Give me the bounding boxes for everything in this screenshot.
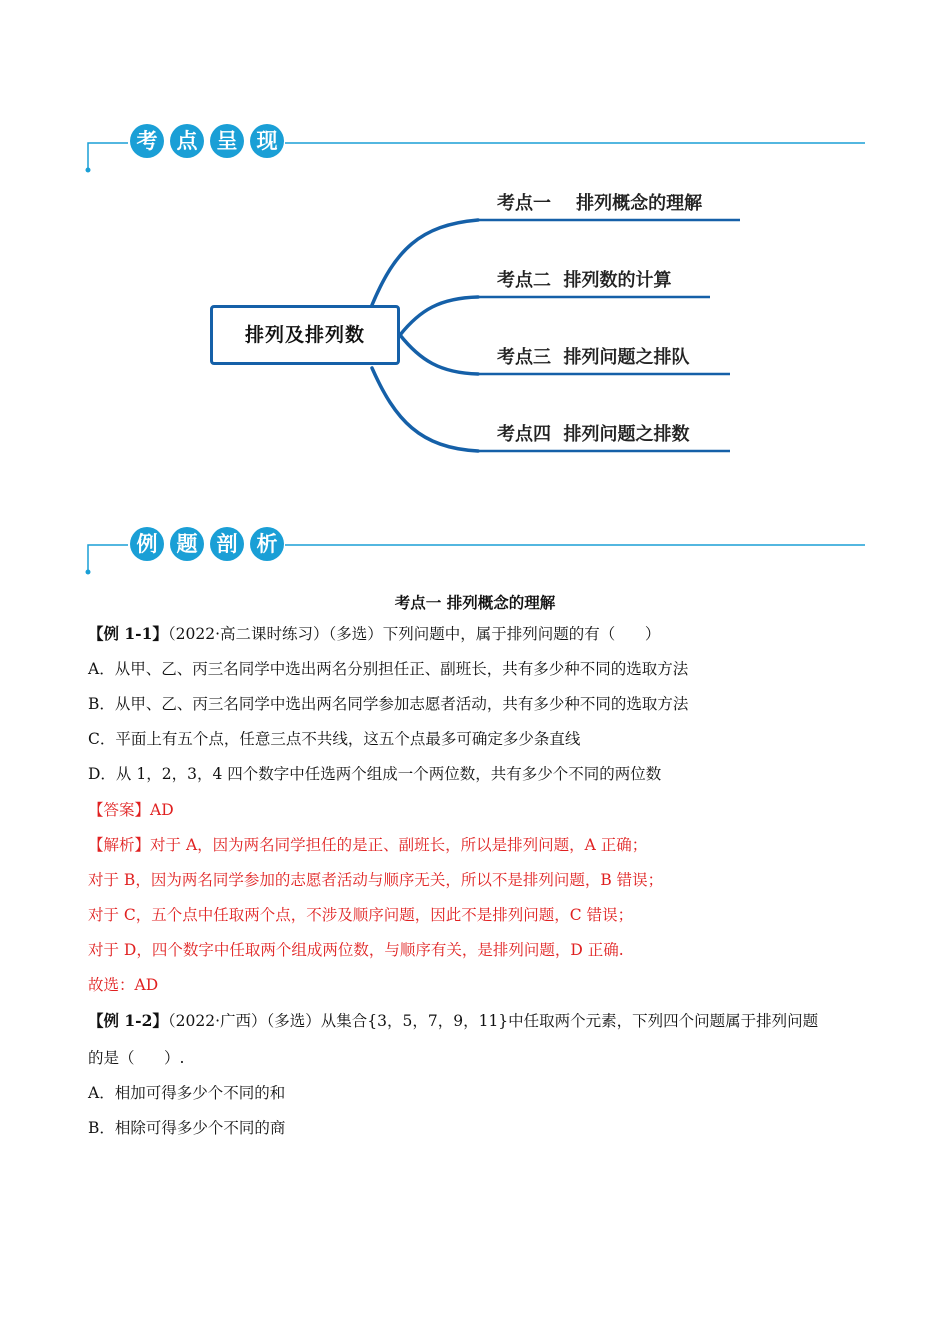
mindmap-connectors xyxy=(0,0,950,500)
analysis-line-1 xyxy=(88,835,647,855)
mindmap-center-node: 排列及排列数 xyxy=(210,305,400,365)
answer-tag: 【答案】 xyxy=(88,801,151,819)
option-a: A．从甲、乙、丙三名同学中选出两名分别担任正、副班长，共有多少种不同的选取方法 xyxy=(88,660,689,678)
analysis-line-4: 对于 D，四个数字中任取两个组成两位数，与顺序有关，是排列问题，D 正确. xyxy=(88,941,624,959)
example-1-1-question xyxy=(88,624,660,644)
banner-char: 呈 xyxy=(210,124,244,158)
example-tag: 【例 1-1】 xyxy=(88,624,168,643)
example-source: （2022·高二课时练习）（多选）下列问题中，属于排列问题的有（ ） xyxy=(167,625,661,643)
example-1-2-question xyxy=(88,1011,818,1031)
answer-value: AD xyxy=(150,801,174,819)
option-b: B．相除可得多少个不同的商 xyxy=(88,1119,286,1137)
option-b: B．从甲、乙、丙三名同学中选出两名同学参加志愿者活动，共有多少种不同的选取方法 xyxy=(88,695,689,713)
banner-char: 题 xyxy=(170,527,204,561)
mindmap-branch-2: 考点二 排列数的计算 xyxy=(497,270,672,291)
analysis-tag: 【解析】 xyxy=(88,836,151,854)
banner-char: 点 xyxy=(170,124,204,158)
option-d: D．从 1，2，3，4 四个数字中任选两个组成一个两位数，共有多少个不同的两位数 xyxy=(88,765,662,783)
mindmap-branch-3: 考点三 排列问题之排队 xyxy=(497,347,690,368)
answer-line xyxy=(88,800,174,820)
mindmap-branch-4: 考点四 排列问题之排数 xyxy=(497,424,690,445)
banner-char: 现 xyxy=(250,124,284,158)
example-tag: 【例 1-2】 xyxy=(88,1011,168,1030)
example-source: （2022·广西）（多选）从集合{3，5，7，9，11}中任取两个元素，下列四个问题属于排列问题 xyxy=(167,1012,819,1030)
section-title: 考点一 排列概念的理解 xyxy=(394,593,556,612)
analysis-text: 对于 A，因为两名同学担任的是正、副班长，所以是排列问题，A 正确； xyxy=(150,836,648,854)
analysis-line-2: 对于 B，因为两名同学参加的志愿者活动与顺序无关，所以不是排列问题，B 错误； xyxy=(88,871,664,889)
mindmap-branch-1: 考点一 排列概念的理解 xyxy=(497,193,703,214)
banner-char: 考 xyxy=(130,124,164,158)
banner-char: 析 xyxy=(250,527,284,561)
conclusion-line: 故选：AD xyxy=(88,976,159,994)
option-c: C．平面上有五个点，任意三点不共线，这五个点最多可确定多少条直线 xyxy=(88,730,581,748)
example-1-2-question-cont: 的是（ ）. xyxy=(88,1049,185,1067)
banner-char: 例 xyxy=(130,527,164,561)
option-a: A．相加可得多少个不同的和 xyxy=(88,1084,286,1102)
analysis-line-3: 对于 C，五个点中任取两个点，不涉及顺序问题，因此不是排列问题，C 错误； xyxy=(88,906,634,924)
banner-char: 剖 xyxy=(210,527,244,561)
